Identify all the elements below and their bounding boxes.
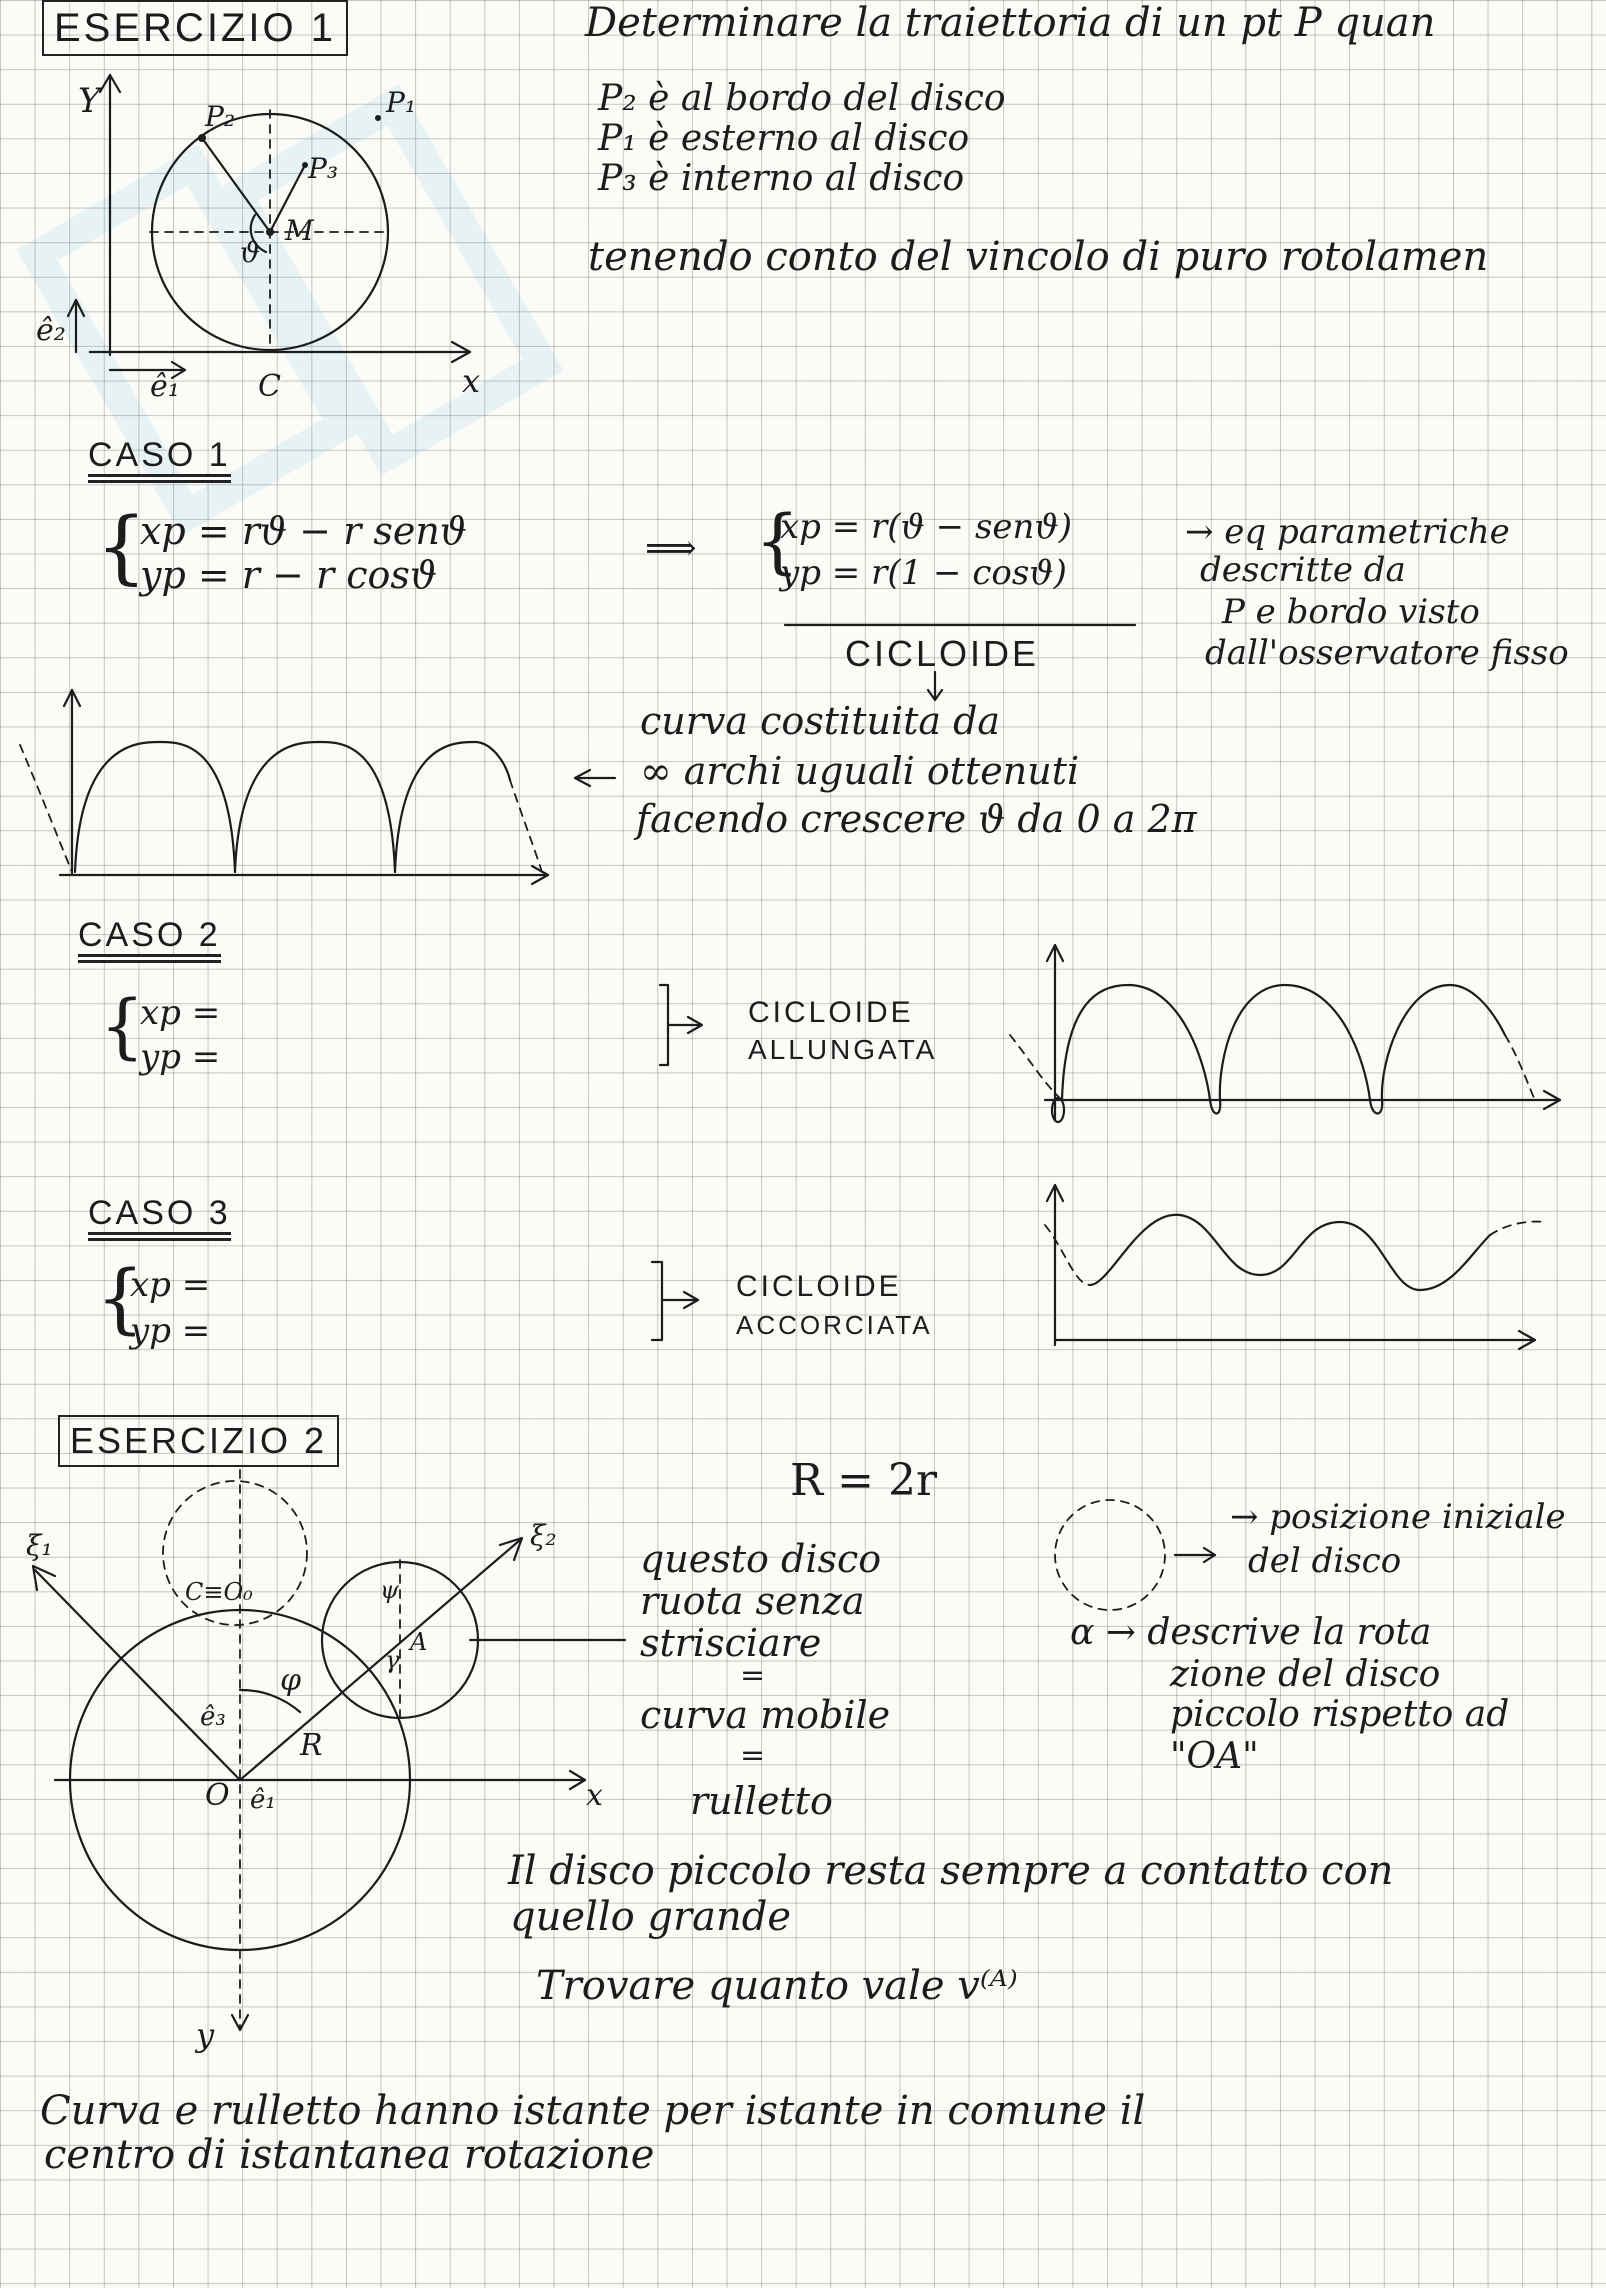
es1-bullet-3: P₃ è interno al disco	[598, 158, 965, 199]
es2-alpha-note-2: zione del disco	[1170, 1654, 1441, 1695]
es1-e2-label: ê₂	[36, 313, 66, 348]
caso2-eq-1: xp =	[140, 993, 221, 1033]
caso1-result-2: yp = r(1 − cosϑ)	[780, 553, 1067, 593]
caso2-name-2: ALLUNGATA	[748, 1034, 938, 1065]
es1-title: ESERCIZIO 1	[42, 0, 348, 56]
es2-psi-label: ψ	[380, 1576, 399, 1604]
caso1-curve-note-1: curva costituita da	[640, 699, 1001, 743]
es1-bullet-2: P₁ è esterno al disco	[598, 118, 970, 159]
es1-bullet-1: P₂ è al bordo del disco	[598, 78, 1006, 119]
caso1-note-3: P e bordo visto	[1222, 592, 1480, 632]
es1-c-label: C	[258, 369, 281, 404]
es1-p3-label: P₃	[308, 152, 339, 185]
es2-mobile-4: curva mobile	[640, 1693, 891, 1737]
es2-mobile-1: questo disco	[640, 1537, 882, 1581]
caso1-implies: ⟹	[645, 528, 697, 569]
caso1-cicloide: CICLOIDE	[845, 633, 1040, 674]
caso3-brace: {	[96, 1253, 145, 1342]
es2-mobile-3: strisciare	[640, 1621, 822, 1665]
es2-alpha-note-4: "OA"	[1170, 1736, 1259, 1777]
caso1-eq-2: yp = r − r cosϑ	[140, 553, 438, 597]
caso1-title: CASO 1	[88, 438, 231, 477]
caso3-title: CASO 3	[88, 1196, 231, 1235]
es2-contact-2: quello grande	[510, 1894, 792, 1940]
es2-y-label: y	[196, 2016, 215, 2054]
caso1-curve-note-2: ∞ archi uguali ottenuti	[640, 749, 1080, 793]
es2-xi2-label: ξ₂	[530, 1519, 557, 1552]
caso2-name-1: CICLOIDE	[748, 996, 914, 1029]
es1-y-label: Y	[78, 81, 101, 121]
es2-origin-label: O	[205, 1778, 230, 1813]
caso2-brace: {	[100, 985, 145, 1067]
es2-initial-label: C≡O₀	[185, 1578, 253, 1606]
es2-xi1-label: ξ₁	[26, 1529, 53, 1562]
es2-phi-label: φ	[280, 1663, 302, 1698]
caso1-note-2: descritte da	[1200, 550, 1406, 590]
es2-mobile-5: rulletto	[690, 1779, 833, 1823]
es1-x-label: x	[462, 362, 481, 400]
es2-mobile-eq-1: =	[740, 1658, 766, 1693]
es1-m-label: M	[285, 214, 314, 247]
es1-p2-label: P₂	[205, 100, 236, 133]
es2-conclusion-2: centro di istantanea rotazione	[44, 2132, 655, 2178]
es2-mobile-2: ruota senza	[640, 1579, 865, 1623]
es2-conclusion-1: Curva e rulletto hanno istante per istante in comune il	[40, 2088, 1146, 2134]
caso2-title: CASO 2	[78, 918, 221, 957]
es2-initial-note-1: → posizione iniziale	[1230, 1497, 1566, 1537]
caso1-eq-1: xp = rϑ − r senϑ	[140, 509, 467, 553]
es1-p1-label: P₁	[386, 86, 417, 119]
es2-alpha-note-1: α → descrive la rota	[1070, 1612, 1432, 1653]
es1-e1-label: ê₁	[150, 369, 180, 404]
caso1-brace-2: {	[755, 500, 800, 582]
es2-find: Trovare quanto vale v⁽ᴬ⁾	[536, 1963, 1018, 2009]
es2-gamma-label: γ	[385, 1646, 400, 1674]
es2-x-label: x	[586, 1778, 603, 1813]
es2-a-label: A	[410, 1628, 428, 1656]
caso3-name-1: CICLOIDE	[736, 1270, 902, 1303]
caso3-name-2: ACCORCIATA	[736, 1310, 933, 1340]
caso1-result-1: xp = r(ϑ − senϑ)	[780, 507, 1073, 547]
caso1-note-4: dall'osservatore fisso	[1205, 633, 1569, 673]
caso1-brace: {	[96, 500, 147, 593]
es2-e3-label: ê₃	[200, 1702, 226, 1732]
caso2-eq-2: yp =	[140, 1037, 221, 1077]
es2-initial-note-2: del disco	[1248, 1541, 1402, 1581]
caso1-note-1: → eq parametriche	[1185, 512, 1510, 552]
es2-mobile-eq-2: =	[740, 1738, 766, 1773]
caso1-curve-note-3: facendo crescere ϑ da 0 a 2π	[636, 797, 1197, 841]
es2-e1-label: ê₁	[250, 1785, 276, 1815]
es2-title: ESERCIZIO 2	[58, 1415, 339, 1467]
es1-angle-label: ϑ	[240, 236, 261, 269]
es2-contact-1: Il disco piccolo resta sempre a contatto con	[508, 1848, 1394, 1894]
caso3-eq-1: xp =	[130, 1265, 211, 1305]
caso3-eq-2: yp =	[130, 1311, 211, 1351]
es1-constraint: tenendo conto del vincolo di puro rotolamen	[588, 234, 1489, 280]
es2-alpha-note-3: piccolo rispetto ad	[1170, 1694, 1510, 1735]
es1-intro: Determinare la traiettoria di un pt P quan	[585, 0, 1436, 46]
es2-r-label: R	[300, 1728, 323, 1763]
es2-relation: R = 2r	[790, 1455, 937, 1506]
